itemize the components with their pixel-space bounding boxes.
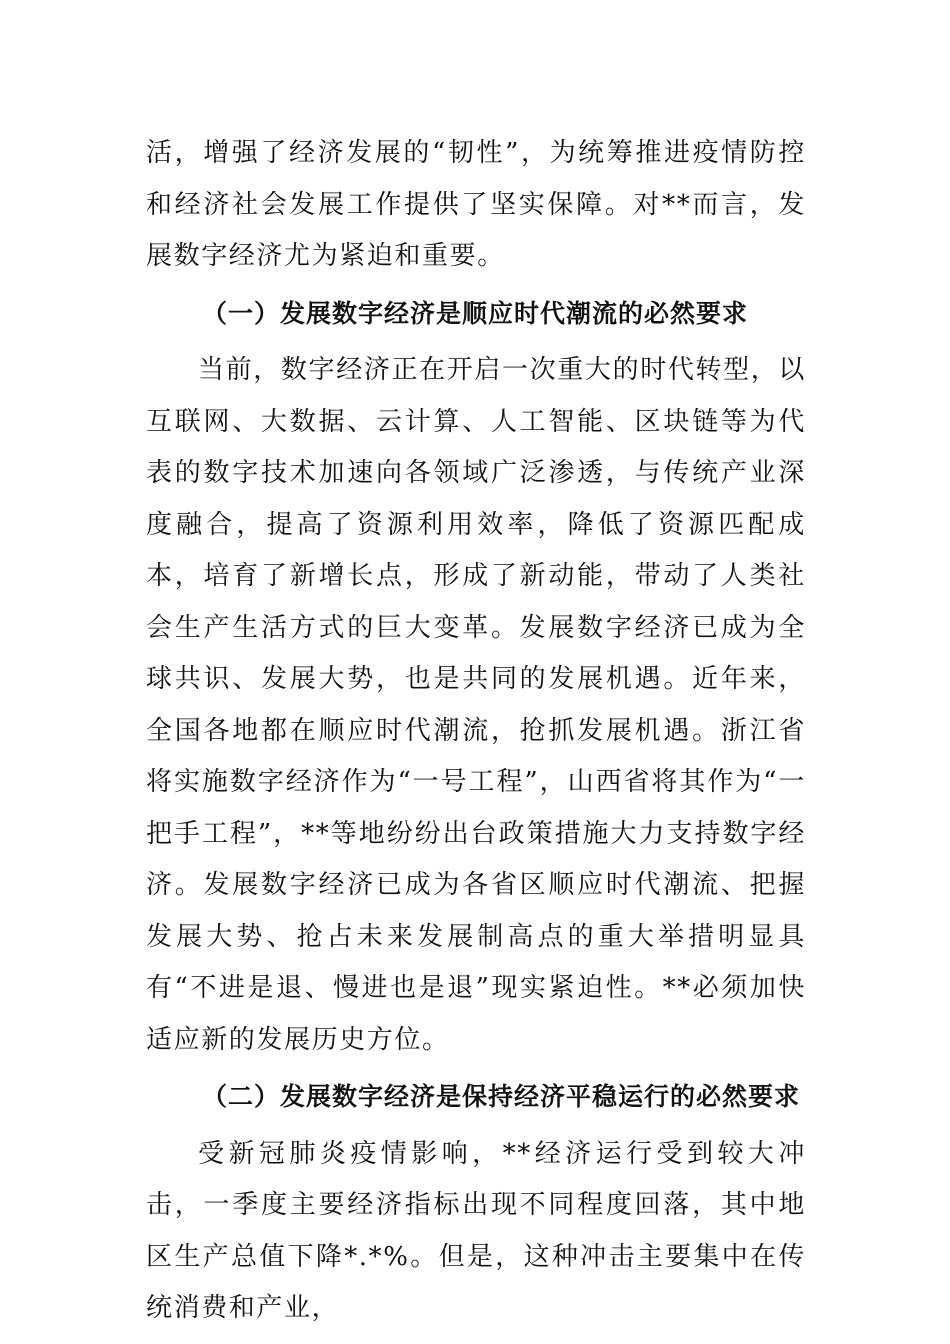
document-body <box>146 128 806 1335</box>
paragraph-digital-trend: 当前，数字经济正在开启一次重大的时代转型，以互联网、大数据、云计算、人工智能、区块链等为代表的数字技术加速向各领域广泛渗透，与传统产业深度融合，提高了资源利用效率，降低了资源匹配成本，培育了新增长点，形成了新动能，带动了人类社会生产生活方式的巨大变革。发展数字经济已成为全球共识、发展大势，也是共同的发展机遇。近年来，全国各地都在顺应时代潮流，抢抓发展机遇。浙江省将实施数字经济作为“一号工程”，山西省将其作为“一把手工程”，**等地纷纷出台政策措施大力支持数字经济。发展数字经济已成为各省区顺应时代潮流、把握发展大势、抢占未来发展制高点的重大举措明显具有“不进是退、慢进也是退”现实紧迫性。**必须加快适应新的发展历史方位。 <box>146 355 806 1055</box>
paragraph-economy-impact: 受新冠肺炎疫情影响，**经济运行受到较大冲击，一季度主要经济指标出现不同程度回落，其中地区生产总值下降*.*%。但是，这种冲击主要集中在传统消费和产业， <box>146 1138 806 1323</box>
paragraph-continuation: 活，增强了经济发展的“韧性”，为统筹推进疫情防控和经济社会发展工作提供了坚实保障。对**而言，发展数字经济尤为紧迫和重要。 <box>146 138 806 271</box>
section-heading-2: （二）发展数字经济是保持经济平稳运行的必然要求 <box>202 1082 801 1111</box>
section-heading-1: （一）发展数字经济是顺应时代潮流的必然要求 <box>202 298 749 328</box>
